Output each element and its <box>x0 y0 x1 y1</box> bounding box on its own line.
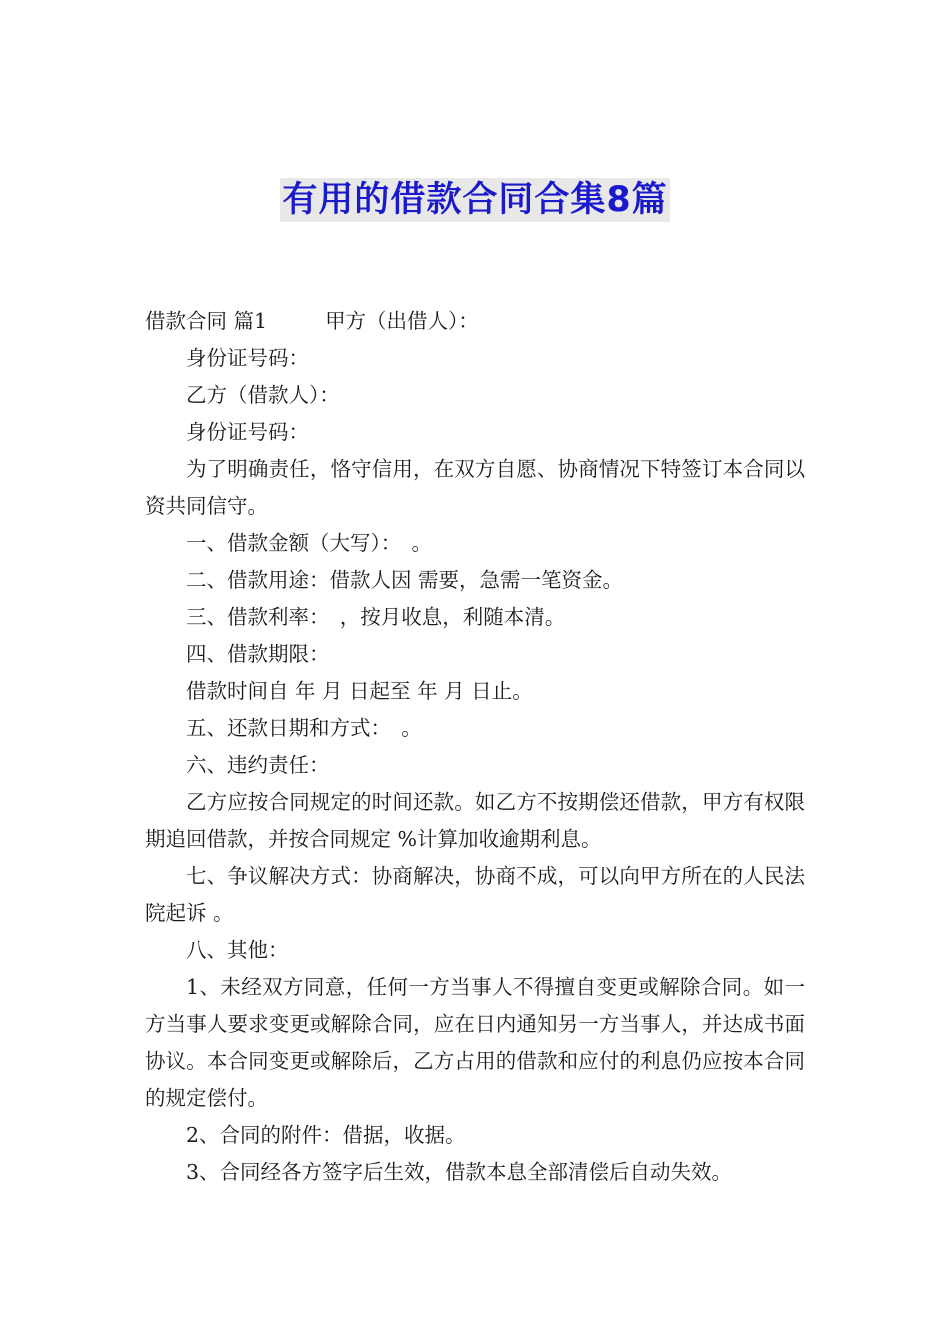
first-line <box>145 303 805 340</box>
paragraph: 身份证号码： <box>186 346 309 370</box>
paragraph: 四、借款期限： <box>186 642 330 666</box>
document-title: 有用的借款合同合集8篇 <box>282 180 668 220</box>
document-body <box>145 303 805 1191</box>
paragraph: 3、合同经各方签字后生效，借款本息全部清偿后自动失效。 <box>186 1160 733 1184</box>
paragraph: 六、违约责任： <box>186 753 330 777</box>
paragraph: 1、未经双方同意，任何一方当事人不得擅自变更或解除合同。如一方当事人要求变更或解除合同，应在日内通知另一方当事人，并达成书面协议。本合同变更或解除后，乙方占用的借款和应付的利息仍应按本合同的规定偿付。 <box>145 975 805 1110</box>
paragraph: 乙方（借款人）： <box>186 383 340 407</box>
paragraph: 身份证号码： <box>186 420 309 444</box>
paragraph: 乙方应按合同规定的时间还款。如乙方不按期偿还借款，甲方有权限期追回借款，并按合同规定 %计算加收逾期利息。 <box>145 790 805 851</box>
section-label: 借款合同 篇1 <box>145 309 268 333</box>
paragraph: 2、合同的附件：借据，收据。 <box>186 1123 466 1147</box>
paragraph: 借款时间自 年 月 日起至 年 月 日止。 <box>186 679 533 703</box>
paragraph: 三、借款利率： ，按月收息，利随本清。 <box>186 605 566 629</box>
paragraph: 八、其他： <box>186 938 289 962</box>
title-container <box>0 178 950 222</box>
paragraph: 二、借款用途：借款人因 需要，急需一笔资金。 <box>186 568 624 592</box>
paragraph: 七、争议解决方式：协商解决，协商不成，可以向甲方所在的人民法院起诉 。 <box>145 864 805 925</box>
paragraph: 一、借款金额（大写）： 。 <box>186 531 432 555</box>
paragraph: 五、还款日期和方式： 。 <box>186 716 422 740</box>
party-a-line: 甲方（出借人）： <box>325 309 479 333</box>
paragraph: 为了明确责任，恪守信用，在双方自愿、协商情况下特签订本合同以资共同信守。 <box>145 457 805 518</box>
